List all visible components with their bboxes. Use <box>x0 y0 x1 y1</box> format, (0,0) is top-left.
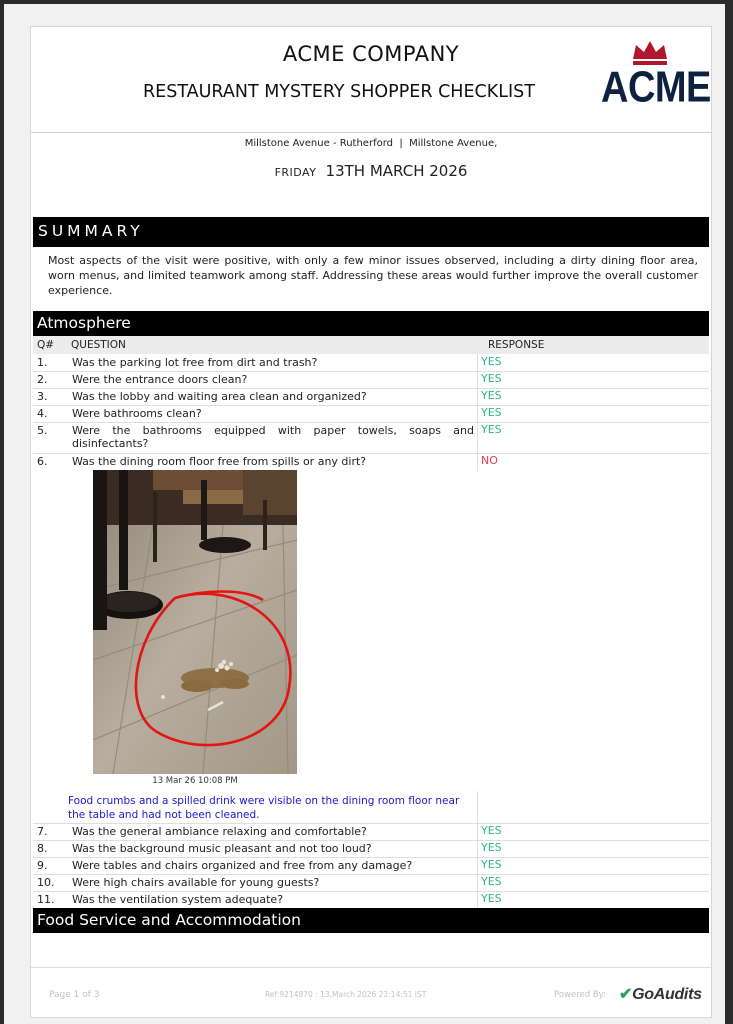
response-value: YES <box>477 371 502 388</box>
response-value: YES <box>477 405 502 422</box>
response-value: YES <box>477 840 502 857</box>
question-text: Were the bathrooms equipped with paper towels, soaps and disinfectants? <box>72 424 474 450</box>
acme-logo <box>601 37 711 117</box>
table-row <box>33 371 709 389</box>
column-question: QUESTION <box>71 339 126 351</box>
powered-by-label: Powered By: <box>554 990 606 1000</box>
report-footer <box>31 967 711 1018</box>
response-value: YES <box>477 354 502 371</box>
response-value: NO <box>477 453 498 471</box>
question-number: 7. <box>37 825 48 838</box>
goaudits-brand: GoAudits <box>632 986 702 1003</box>
question-text: Were tables and chairs organized and free from any damage? <box>72 859 413 872</box>
evidence-photo[interactable] <box>93 470 297 774</box>
response-value: YES <box>477 857 502 874</box>
visit-day: FRIDAY <box>274 166 317 179</box>
summary-text: Most aspects of the visit were positive, with only a few minor issues observed, including a dirty dining floor area, worn menus, and limited teamwork among staff. Addressing these areas would further improve the overall customer experience. <box>48 254 698 297</box>
page-indicator: Page 1 of 3 <box>49 990 100 1000</box>
question-number: 5. <box>37 424 48 437</box>
summary-heading: SUMMARY <box>38 222 144 240</box>
question-number: 2. <box>37 373 48 386</box>
section-food-service-title: Food Service and Accommodation <box>37 911 301 929</box>
question-text: Were high chairs available for young guests? <box>72 876 320 889</box>
dirty-floor-photo <box>93 470 297 774</box>
response-value: YES <box>477 823 502 840</box>
question-number: 8. <box>37 842 48 855</box>
column-qnum: Q# <box>37 339 55 351</box>
column-response: RESPONSE <box>488 339 545 351</box>
question-number: 1. <box>37 356 48 369</box>
finding-note: Food crumbs and a spilled drink were visible on the dining room floor near the table and had not been cleaned. <box>68 795 460 821</box>
question-text: Was the dining room floor free from spills or any dirt? <box>72 455 367 468</box>
photo-timestamp: 13 Mar 26 10:08 PM <box>152 776 238 786</box>
question-number: 6. <box>37 455 48 468</box>
question-number: 4. <box>37 407 48 420</box>
section-atmosphere-bar <box>33 311 709 336</box>
section-food-service-bar <box>33 908 709 933</box>
finding-note-row <box>33 791 709 824</box>
logo-text: ACME <box>601 63 711 113</box>
visit-date <box>31 161 711 180</box>
summary-heading-bar <box>33 217 709 247</box>
table-row <box>33 891 709 909</box>
table-row <box>33 840 709 858</box>
table-row <box>33 422 709 454</box>
question-text: Were bathrooms clean? <box>72 407 202 420</box>
goaudits-logo[interactable] <box>619 984 702 1004</box>
location-line: Millstone Avenue - Rutherford | Millstone Avenue, <box>244 138 498 149</box>
question-text: Was the ventilation system adequate? <box>72 893 284 906</box>
question-text: Was the lobby and waiting area clean and organized? <box>72 390 367 403</box>
response-value: YES <box>477 891 502 908</box>
table-row <box>33 823 709 841</box>
question-number: 3. <box>37 390 48 403</box>
table-column-headers <box>33 336 709 354</box>
question-number: 11. <box>37 893 55 906</box>
response-value: YES <box>477 388 502 405</box>
question-number: 9. <box>37 859 48 872</box>
response-value: YES <box>477 422 502 453</box>
report-sheet <box>30 26 712 1018</box>
checkmark-icon: ✔ <box>619 986 633 1003</box>
question-text: Was the general ambiance relaxing and comfortable? <box>72 825 367 838</box>
section-atmosphere-title: Atmosphere <box>37 314 131 332</box>
response-value: YES <box>477 874 502 891</box>
table-row <box>33 405 709 423</box>
visit-date-value: 13TH MARCH 2026 <box>325 162 468 180</box>
table-row <box>33 354 709 372</box>
question-text: Was the background music pleasant and not too loud? <box>72 842 372 855</box>
page-background <box>4 4 725 1024</box>
table-row <box>33 857 709 875</box>
checklist-title: RESTAURANT MYSTERY SHOPPER CHECKLIST <box>143 82 535 102</box>
table-row <box>33 874 709 892</box>
report-header <box>31 27 711 133</box>
question-text: Was the parking lot free from dirt and trash? <box>72 356 318 369</box>
company-name: ACME COMPANY <box>282 42 460 66</box>
question-text: Were the entrance doors clean? <box>72 373 248 386</box>
report-reference: Ref:9214870 : 13,March 2026 22:14:51 IST <box>265 990 427 999</box>
table-row <box>33 388 709 406</box>
question-number: 10. <box>37 876 55 889</box>
note-response-cell <box>477 791 478 823</box>
